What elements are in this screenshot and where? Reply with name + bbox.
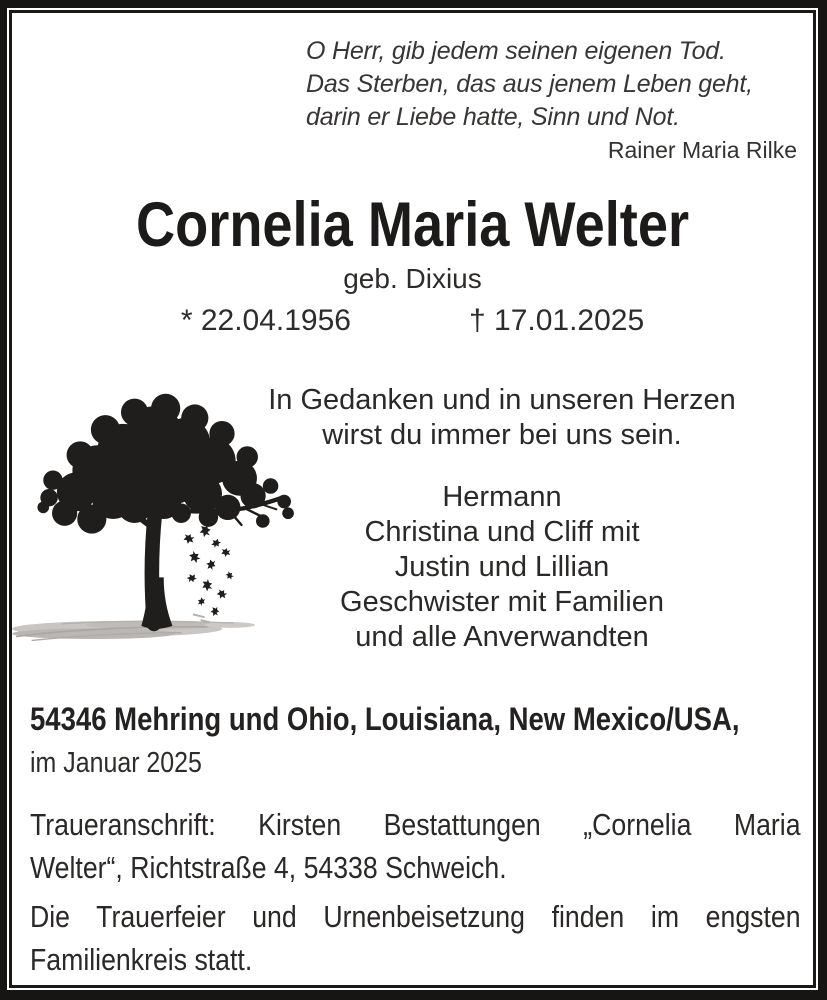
birth-date: * 22.04.1956	[180, 304, 351, 337]
memorial-line: wirst du immer bei uns sein.	[322, 419, 682, 451]
ceremony-line: Familienkreis statt.	[30, 942, 253, 977]
mourner-line: Justin und Lillian	[394, 551, 610, 583]
death-date: † 17.01.2025	[468, 304, 645, 337]
spacer	[202, 453, 802, 480]
mourner-line: Christina und Cliff mit	[364, 516, 640, 548]
mourner-line: und alle Anverwandten	[355, 621, 649, 653]
life-dates-row	[12, 304, 813, 338]
memorial-line: In Gedanken und in unseren Herzen	[268, 384, 736, 416]
address-line: Welter“, Richtstraße 4, 54338 Schweich.	[30, 850, 507, 885]
location-block	[30, 701, 813, 780]
ceremony-paragraph	[30, 895, 801, 981]
location-place-text: 54346 Mehring und Ohio, Louisiana, New Mexico/USA,	[30, 701, 740, 737]
deceased-name: Cornelia Maria Welter	[135, 190, 690, 260]
quote-attribution: Rainer Maria Rilke	[607, 137, 797, 163]
maiden-name: geb. Dixius	[343, 263, 482, 294]
address-line: Traueranschrift: Kirsten Bestattungen „Cornelia Maria	[30, 807, 801, 842]
ceremony-line: Die Trauerfeier und Urnenbeisetzung finden im engsten	[30, 899, 801, 934]
location-date-line	[30, 747, 813, 780]
obituary-content	[12, 13, 813, 985]
quote-line: O Herr, gib jedem seinen eigenen Tod.	[306, 37, 726, 65]
deceased-name-row	[12, 189, 813, 261]
mourner-line: Geschwister mit Familien	[340, 586, 664, 618]
location-date-text: im Januar 2025	[30, 747, 202, 779]
quote-line: darin er Liebe hatte, Sinn und Not.	[306, 103, 680, 131]
memorial-block	[202, 383, 802, 655]
mourner-line: Hermann	[442, 481, 562, 513]
location-place-line	[30, 701, 813, 738]
quote-line: Das Sterben, das aus jenem Leben geht,	[306, 70, 753, 98]
obituary-paper	[7, 8, 818, 990]
address-paragraph	[30, 803, 801, 889]
quote-block	[306, 35, 753, 134]
obituary-border-frame	[9, 10, 816, 988]
